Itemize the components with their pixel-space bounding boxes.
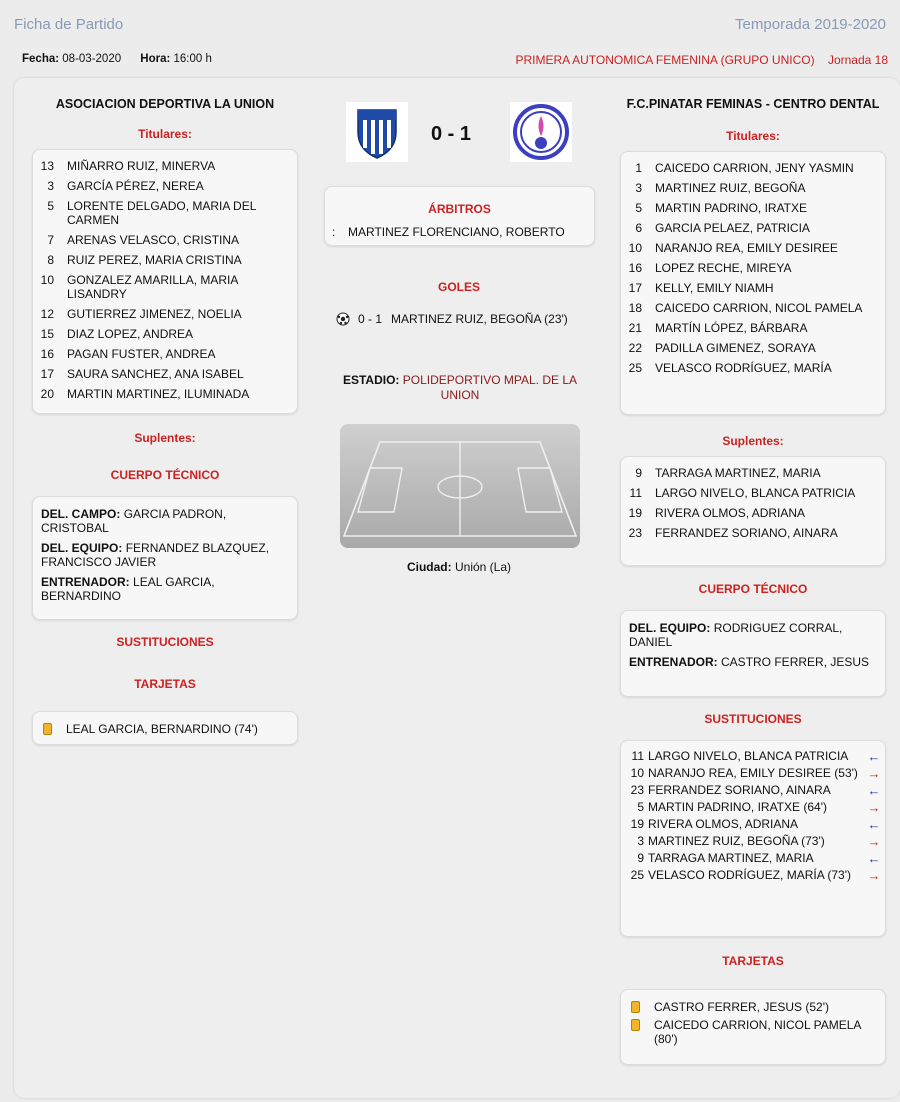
away-starters-list — [620, 151, 886, 415]
home-column — [32, 96, 298, 745]
home-starters-list — [32, 149, 298, 414]
player-row — [621, 258, 885, 278]
away-substitutions-title: SUSTITUCIONES — [704, 712, 802, 726]
home-substitutions-title: SUSTITUCIONES — [116, 635, 214, 649]
away-cards-title: TARJETAS — [722, 954, 784, 968]
center-column — [314, 94, 604, 714]
city-name: Unión (La) — [454, 560, 512, 574]
stadium-name: POLIDEPORTIVO MPAL. DE LA UNION — [402, 373, 578, 402]
player-number: 5 — [47, 199, 54, 213]
yellow-card-icon — [43, 723, 52, 735]
arrow-left-icon: ← — [867, 851, 881, 866]
player-number: 10 — [628, 241, 642, 255]
player-name: TARRAGA MARTINEZ, MARIA — [655, 466, 821, 480]
staff-row — [629, 655, 877, 669]
goals-title: GOLES — [437, 280, 480, 294]
player-row — [33, 304, 297, 324]
arrow-right-icon: → — [867, 868, 881, 883]
player-row — [621, 278, 885, 298]
player-row — [33, 230, 297, 250]
player-row — [33, 324, 297, 344]
substitution-name: LARGO NIVELO, BLANCA PATRICIA — [648, 749, 849, 763]
player-name: DIAZ LOPEZ, ANDREA — [67, 327, 194, 341]
staff-row — [41, 575, 289, 603]
player-name: CAICEDO CARRION, JENY YASMIN — [655, 161, 854, 175]
page-title: Ficha de Partido — [14, 16, 124, 33]
player-number: 6 — [635, 221, 642, 235]
staff-row — [629, 621, 877, 649]
substitution-name: TARRAGA MARTINEZ, MARIA — [648, 851, 814, 865]
player-number: 15 — [40, 327, 54, 341]
player-number: 9 — [635, 466, 642, 480]
home-subs-title: Suplentes: — [134, 431, 196, 445]
player-number: 11 — [629, 486, 642, 500]
player-row — [33, 384, 297, 404]
substitution-row — [621, 867, 885, 884]
yellow-card-icon — [631, 1019, 640, 1031]
substitution-row — [621, 833, 885, 850]
staff-row — [41, 507, 289, 535]
referee-row — [325, 225, 594, 239]
away-column — [620, 96, 886, 1065]
goal-scorer: MARTINEZ RUIZ, BEGOÑA (23') — [391, 312, 568, 326]
staff-role: ENTRENADOR: — [629, 655, 718, 669]
player-row — [33, 344, 297, 364]
matchday: Jornada 18 — [827, 53, 888, 67]
stadium-pitch-image — [340, 424, 580, 548]
player-number: 3 — [635, 181, 642, 195]
player-name: GARCÍA PÉREZ, NEREA — [67, 179, 204, 193]
player-name: PADILLA GIMENEZ, SORAYA — [655, 341, 816, 355]
home-cards-title: TARJETAS — [134, 677, 196, 691]
substitution-name: VELASCO RODRÍGUEZ, MARÍA (73') — [648, 868, 851, 882]
staff-row — [41, 541, 289, 569]
date-label: Fecha: — [22, 53, 60, 65]
home-starters-title: Titulares: — [138, 127, 192, 141]
substitution-row — [621, 748, 885, 765]
arrow-left-icon: ← — [867, 749, 881, 764]
player-number: 16 — [40, 347, 54, 361]
staff-role: DEL. EQUIPO: — [629, 621, 711, 635]
referee-name: MARTINEZ FLORENCIANO, ROBERTO — [348, 225, 565, 239]
player-name: GUTIERREZ JIMENEZ, NOELIA — [67, 307, 242, 321]
stadium-label: ESTADIO: — [342, 373, 400, 387]
player-row — [621, 503, 885, 523]
staff-name: RODRIGUEZ CORRAL, DANIEL — [629, 621, 843, 649]
player-name: CAICEDO CARRION, NICOL PAMELA — [655, 301, 863, 315]
player-name: ARENAS VELASCO, CRISTINA — [67, 233, 240, 247]
player-row — [621, 158, 885, 178]
player-name: GARCIA PELAEZ, PATRICIA — [655, 221, 810, 235]
away-substitutions-list — [620, 740, 886, 937]
player-name: KELLY, EMILY NIAMH — [655, 281, 774, 295]
home-staff-box — [32, 496, 298, 620]
player-row — [33, 270, 297, 304]
staff-name: LEAL GARCIA, BERNARDINO — [41, 575, 215, 603]
away-starters-title: Titulares: — [726, 129, 780, 143]
substitution-number: 9 — [637, 851, 644, 865]
player-number: 20 — [40, 387, 54, 401]
player-row — [621, 318, 885, 338]
home-staff-title: CUERPO TÉCNICO — [110, 468, 220, 482]
staff-name: FERNANDEZ BLAZQUEZ, FRANCISCO JAVIER — [41, 541, 270, 569]
card-row — [631, 998, 875, 1016]
soccer-ball-icon — [336, 312, 350, 326]
goal-score: 0 - 1 — [358, 312, 383, 326]
player-name: SAURA SANCHEZ, ANA ISABEL — [67, 367, 244, 381]
city-label: Ciudad: — [406, 560, 452, 574]
staff-role: DEL. CAMPO: — [41, 507, 121, 521]
player-row — [621, 523, 885, 543]
player-number: 22 — [628, 341, 642, 355]
referee-prefix: : — [332, 225, 336, 239]
player-number: 16 — [628, 261, 642, 275]
card-text: CASTRO FERRER, JESUS (52') — [654, 1000, 829, 1014]
player-name: MIÑARRO RUIZ, MINERVA — [67, 159, 216, 173]
match-meta — [22, 53, 212, 65]
time-label: Hora: — [140, 53, 171, 65]
player-name: LORENTE DELGADO, MARIA DEL CARMEN — [67, 199, 256, 227]
date-value: 08-03-2020 — [62, 53, 122, 65]
card-row — [631, 1016, 875, 1048]
player-number: 25 — [628, 361, 642, 375]
arrow-left-icon: ← — [867, 783, 881, 798]
player-number: 3 — [47, 179, 54, 193]
referees-title: ÁRBITROS — [428, 202, 491, 216]
card-row — [43, 720, 287, 738]
player-row — [33, 176, 297, 196]
player-number: 10 — [40, 273, 54, 287]
player-name: RIVERA OLMOS, ADRIANA — [655, 506, 806, 520]
player-number: 19 — [628, 506, 642, 520]
player-row — [33, 156, 297, 176]
substitution-row — [621, 816, 885, 833]
substitution-name: MARTIN PADRINO, IRATXE (64') — [648, 800, 827, 814]
competition-info — [515, 53, 888, 67]
substitution-row — [621, 799, 885, 816]
substitution-name: MARTINEZ RUIZ, BEGOÑA (73') — [648, 834, 825, 848]
substitution-number: 23 — [630, 783, 644, 797]
substitution-number: 10 — [630, 766, 644, 780]
away-subs-list — [620, 456, 886, 566]
competition-name: PRIMERA AUTONOMICA FEMENINA (GRUPO UNICO) — [515, 53, 815, 67]
staff-name: CASTRO FERRER, JESUS — [721, 655, 870, 669]
player-number: 13 — [40, 159, 54, 173]
player-number: 17 — [40, 367, 54, 381]
staff-role: ENTRENADOR: — [41, 575, 130, 589]
player-number: 23 — [628, 526, 642, 540]
player-row — [621, 178, 885, 198]
stadium-row — [324, 373, 596, 403]
home-crest-logo — [346, 102, 408, 162]
player-row — [621, 463, 885, 483]
match-score: 0 - 1 — [431, 123, 472, 145]
player-number: 7 — [47, 233, 54, 247]
player-number: 18 — [628, 301, 642, 315]
player-row — [621, 338, 885, 358]
yellow-card-icon — [631, 1001, 640, 1013]
player-row — [33, 364, 297, 384]
arrow-right-icon: → — [867, 766, 881, 781]
away-team-name: F.C.PINATAR FEMINAS - CENTRO DENTAL — [626, 97, 880, 111]
substitution-number: 11 — [631, 749, 644, 763]
substitution-name: NARANJO REA, EMILY DESIREE (53') — [648, 766, 858, 780]
away-staff-title: CUERPO TÉCNICO — [698, 582, 808, 596]
substitution-row — [621, 782, 885, 799]
away-cards-box — [620, 989, 886, 1065]
home-cards-box — [32, 711, 298, 745]
player-name: GONZALEZ AMARILLA, MARIA LISANDRY — [67, 273, 238, 301]
home-team-name: ASOCIACION DEPORTIVA LA UNION — [55, 97, 275, 111]
substitution-row — [621, 765, 885, 782]
player-number: 21 — [628, 321, 642, 335]
staff-role: DEL. EQUIPO: — [41, 541, 123, 555]
card-text: LEAL GARCIA, BERNARDINO (74') — [66, 722, 258, 736]
player-name: MARTÍN LÓPEZ, BÁRBARA — [655, 321, 808, 335]
match-sheet — [14, 78, 900, 1098]
substitution-number: 19 — [630, 817, 644, 831]
time-value: 16:00 h — [173, 53, 212, 65]
player-name: NARANJO REA, EMILY DESIREE — [655, 241, 838, 255]
goal-row — [336, 312, 568, 326]
away-crest-logo — [510, 102, 572, 162]
player-name: MARTINEZ RUIZ, BEGOÑA — [655, 181, 806, 195]
player-number: 5 — [635, 201, 642, 215]
staff-name: GARCIA PADRON, CRISTOBAL — [41, 507, 227, 535]
substitution-number: 5 — [637, 800, 644, 814]
player-name: RUIZ PEREZ, MARIA CRISTINA — [67, 253, 242, 267]
substitution-row — [621, 850, 885, 867]
player-name: PAGAN FUSTER, ANDREA — [67, 347, 216, 361]
season-label: Temporada 2019-2020 — [735, 16, 886, 33]
arrow-right-icon: → — [867, 800, 881, 815]
referees-box — [324, 186, 595, 246]
player-number: 17 — [628, 281, 642, 295]
arrow-right-icon: → — [867, 834, 881, 849]
away-subs-title: Suplentes: — [722, 434, 784, 448]
player-row — [621, 238, 885, 258]
city-row — [314, 560, 604, 574]
player-row — [33, 250, 297, 270]
player-row — [621, 218, 885, 238]
substitution-name: FERRANDEZ SORIANO, AINARA — [648, 783, 831, 797]
card-text: CAICEDO CARRION, NICOL PAMELA (80') — [654, 1018, 861, 1046]
substitution-name: RIVERA OLMOS, ADRIANA — [648, 817, 799, 831]
player-name: MARTIN MARTINEZ, ILUMINADA — [67, 387, 250, 401]
player-number: 1 — [635, 161, 642, 175]
substitution-number: 3 — [637, 834, 644, 848]
player-row — [621, 358, 885, 378]
player-row — [33, 196, 297, 230]
player-name: LOPEZ RECHE, MIREYA — [655, 261, 792, 275]
player-row — [621, 483, 885, 503]
player-row — [621, 298, 885, 318]
player-name: FERRANDEZ SORIANO, AINARA — [655, 526, 838, 540]
player-name: LARGO NIVELO, BLANCA PATRICIA — [655, 486, 856, 500]
substitution-number: 25 — [630, 868, 644, 882]
player-name: MARTIN PADRINO, IRATXE — [655, 201, 808, 215]
away-staff-box — [620, 610, 886, 697]
player-number: 12 — [40, 307, 54, 321]
player-row — [621, 198, 885, 218]
player-number: 8 — [47, 253, 54, 267]
arrow-left-icon: ← — [867, 817, 881, 832]
player-name: VELASCO RODRÍGUEZ, MARÍA — [655, 361, 832, 375]
